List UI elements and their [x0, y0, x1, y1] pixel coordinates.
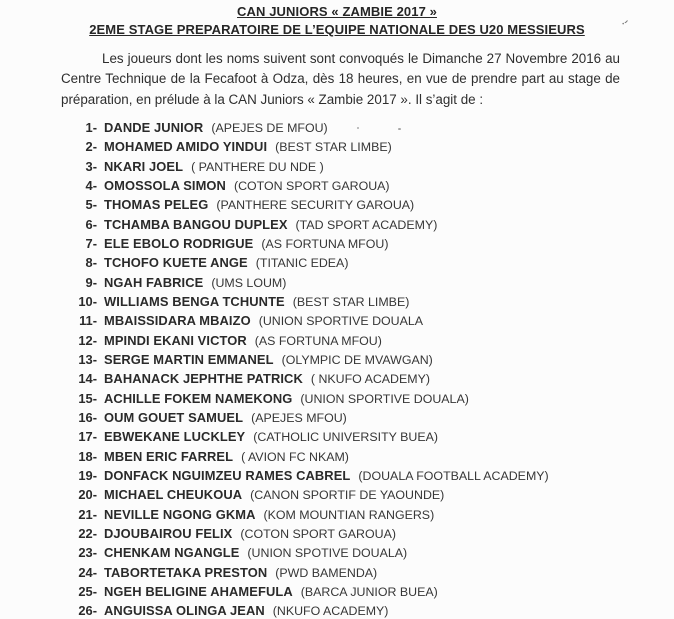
player-club: ( AVION FC NKAM) — [241, 449, 349, 464]
player-name: BAHANACK JEPHTHE PATRICK — [104, 371, 303, 387]
intro-paragraph: Les joueurs dont les noms suivent sont convoqués le Dimanche 27 Novembre 2016 au Centre Technique de la Fecafoot à Odza, dès 18 heures, en vue de prendre part au stage de préparation, en prélude à la CAN Juniors « Zambie 2017 ». Il s’agit de : — [61, 51, 620, 107]
player-club: (TITANIC EDEA) — [255, 256, 349, 271]
player-name: THOMAS PELEG — [104, 197, 209, 213]
list-item — [74, 157, 674, 176]
player-name: DJOUBAIROU FELIX — [104, 526, 233, 542]
player-number: 17- — [78, 429, 97, 445]
players-list — [74, 118, 674, 619]
list-item — [74, 543, 674, 562]
list-item — [74, 601, 674, 619]
list-item — [74, 563, 674, 582]
list-item — [74, 118, 674, 137]
list-item — [74, 389, 674, 408]
document-header — [0, 0, 674, 38]
player-name: DANDE JUNIOR — [104, 119, 204, 135]
list-item — [74, 234, 674, 253]
player-number: 7- — [85, 235, 97, 251]
player-number: 4- — [85, 177, 97, 193]
player-number: 26- — [78, 603, 97, 619]
list-item — [74, 524, 674, 543]
player-club: (DOUALA FOOTBALL ACADEMY) — [358, 469, 549, 484]
player-number: 25- — [78, 584, 97, 600]
player-name: MBEN ERIC FARREL — [104, 448, 234, 464]
list-item — [74, 369, 674, 388]
list-item — [74, 350, 674, 369]
player-number: 8- — [85, 255, 97, 271]
player-name: MOHAMED AMIDO YINDUI — [104, 139, 268, 155]
player-club: (APEJES MFOU) — [251, 411, 347, 426]
player-club: (UNION SPOTIVE DOUALA) — [247, 546, 408, 561]
list-item — [74, 215, 674, 234]
player-club: (TAD SPORT ACADEMY) — [295, 217, 438, 232]
player-club: (CATHOLIC UNIVERSITY BUEA) — [253, 430, 439, 445]
player-club: (AS FORTUNA MFOU) — [261, 236, 389, 251]
player-name: CHENKAM NGANGLE — [104, 545, 240, 561]
player-club: ( PANTHERE DU NDE ) — [191, 159, 324, 174]
player-number: 2- — [85, 139, 97, 155]
player-name: TABORTETAKA PRESTON — [104, 564, 268, 580]
list-item — [74, 505, 674, 524]
player-name: NEVILLE NGONG GKMA — [104, 506, 256, 522]
list-item — [74, 195, 674, 214]
player-name: TCHOFO KUETE ANGE — [104, 255, 248, 271]
player-club: (COTON SPORT GAROUA) — [233, 178, 390, 193]
player-name: NGAH FABRICE — [104, 274, 204, 290]
player-name: EBWEKANE LUCKLEY — [104, 429, 246, 445]
player-number: 1- — [85, 119, 97, 135]
player-number: 23- — [78, 545, 97, 561]
player-number: 9- — [85, 274, 97, 290]
list-item — [74, 311, 674, 330]
list-item — [74, 466, 674, 485]
player-name: WILLIAMS BENGA TCHUNTE — [104, 293, 285, 309]
player-number: 3- — [85, 158, 97, 174]
player-club: (PANTHERE SECURITY GAROUA) — [216, 198, 415, 213]
player-name: OMOSSOLA SIMON — [104, 177, 226, 193]
player-name: ACHILLE FOKEM NAMEKONG — [104, 390, 293, 406]
player-number: 19- — [78, 468, 97, 484]
player-number: 16- — [78, 410, 97, 426]
player-club: ( NKUFO ACADEMY) — [310, 372, 430, 387]
list-item — [74, 331, 674, 350]
list-item — [74, 253, 674, 272]
list-item — [74, 176, 674, 195]
player-number: 10- — [78, 293, 97, 309]
document-title-line2: 2EME STAGE PREPARATOIRE DE L’EQUIPE NATIONALE DES U20 MESSIEURS — [89, 21, 585, 37]
player-number: 12- — [78, 332, 97, 348]
player-club: (BEST STAR LIMBE) — [292, 294, 410, 309]
player-club: (UNION SPORTIVE DOUALA) — [300, 391, 469, 406]
player-club: (APEJES DE MFOU) — [211, 120, 328, 135]
list-item — [74, 485, 674, 504]
player-number: 24- — [78, 564, 97, 580]
player-club: (NKUFO ACADEMY) — [272, 604, 389, 619]
player-club: (BEST STAR LIMBE) — [275, 140, 392, 155]
player-number: 18- — [78, 448, 97, 464]
list-item — [74, 427, 674, 446]
player-club: (COTON SPORT GAROUA) — [240, 527, 396, 542]
player-name: NKARI JOEL — [104, 158, 184, 174]
player-number: 14- — [78, 371, 97, 387]
player-club: (BARCA JUNIOR BUEA) — [300, 585, 438, 600]
player-name: MBAISSIDARA MBAIZO — [104, 313, 251, 329]
player-number: 20- — [78, 487, 97, 503]
list-item — [74, 408, 674, 427]
player-club: (OLYMPIC DE MVAWGAN) — [281, 353, 433, 368]
player-name: MPINDI EKANI VICTOR — [104, 332, 247, 348]
player-number: 21- — [78, 506, 97, 522]
player-name: DONFACK NGUIMZEU RAMES CABREL — [104, 468, 351, 484]
player-name: NGEH BELIGINE AHAMEFULA — [104, 584, 293, 600]
list-item — [74, 137, 674, 156]
player-name: OUM GOUET SAMUEL — [104, 410, 244, 426]
document-title-line1: CAN JUNIORS « ZAMBIE 2017 » — [237, 4, 437, 19]
player-club: (KOM MOUNTIAN RANGERS) — [263, 507, 435, 522]
player-number: 13- — [78, 352, 97, 368]
player-name: TCHAMBA BANGOU DUPLEX — [104, 216, 288, 232]
player-number: 15- — [78, 390, 97, 406]
player-club: (PWD BAMENDA) — [275, 565, 378, 580]
player-number: 22- — [78, 526, 97, 542]
player-club: (CANON SPORTIF DE YAOUNDE) — [250, 488, 445, 503]
player-club: (UMS LOUM) — [211, 275, 287, 290]
player-name: ELE EBOLO RODRIGUE — [104, 235, 254, 251]
player-name: ANGUISSA OLINGA JEAN — [104, 603, 265, 619]
list-item — [74, 292, 674, 311]
player-club: (AS FORTUNA MFOU) — [254, 333, 382, 348]
player-name: SERGE MARTIN EMMANEL — [104, 352, 274, 368]
player-club: (UNION SPORTIVE DOUALA — [258, 314, 424, 329]
player-number: 5- — [85, 197, 97, 213]
player-number: 11- — [79, 313, 97, 329]
list-item — [74, 582, 674, 601]
player-name: MICHAEL CHEUKOUA — [104, 487, 243, 503]
list-item — [74, 273, 674, 292]
player-number: 6- — [85, 216, 97, 232]
list-item — [74, 447, 674, 466]
